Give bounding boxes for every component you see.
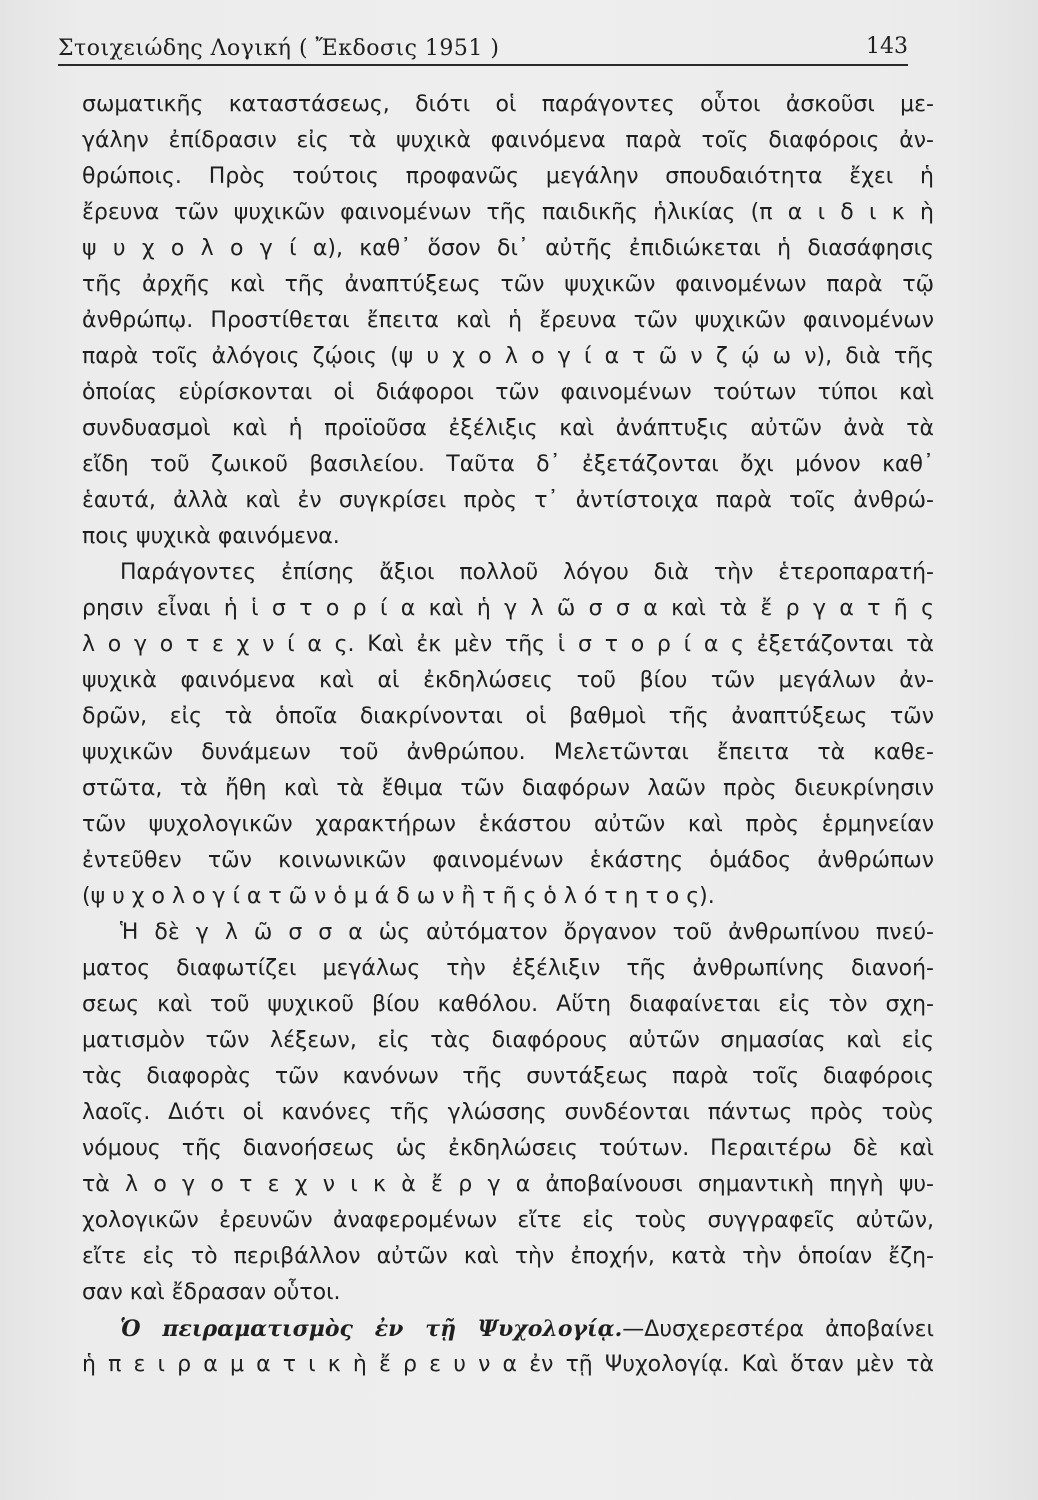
text-line: ποις ψυχικὰ φαινόμενα. bbox=[82, 524, 340, 549]
text-line: τὰ λ ο γ ο τ ε χ ν ι κ ὰ ἔ ρ γ α ἀποβαίνουσι σημαντικὴ πηγὴ ψυ- bbox=[82, 1172, 934, 1197]
text-line: τῆς ἀρχῆς καὶ τῆς ἀναπτύξεως τῶν ψυχικῶν φαινομένων παρὰ τῷ bbox=[82, 272, 934, 297]
text-line: Παράγοντες ἐπίσης ἄξιοι πολλοῦ λόγου διὰ τὴν ἑτεροπαρατή- bbox=[120, 560, 934, 585]
text-line: συνδυασμοὶ καὶ ἡ προϊοῦσα ἐξέλιξις καὶ ἀνάπτυξις αὐτῶν ἀνὰ τὰ bbox=[82, 416, 934, 441]
text-line: στῶτα, τὰ ἤθη καὶ τὰ ἔθιμα τῶν διαφόρων λαῶν πρὸς διευκρίνησιν bbox=[82, 776, 934, 801]
section-heading-continuation: —Δυσχερεστέρα ἀποβαίνει bbox=[622, 1317, 934, 1342]
text-line: σαν καὶ ἔδρασαν οὗτοι. bbox=[82, 1280, 341, 1305]
text-line: τῶν ψυχολογικῶν χαρακτήρων ἑκάστου αὐτῶν καὶ πρὸς ἑρμηνείαν bbox=[82, 812, 934, 837]
text-line: ἑαυτά, ἀλλὰ καὶ ἐν συγκρίσει πρὸς τ᾽ ἀντίστοιχα παρὰ τοῖς ἀνθρώ- bbox=[82, 488, 934, 513]
text-line: τὰς διαφορὰς τῶν κανόνων τῆς συντάξεως παρὰ τοῖς διαφόροις bbox=[82, 1064, 934, 1089]
section-heading-line bbox=[82, 1311, 934, 1347]
page-number: 143 bbox=[866, 34, 908, 59]
text-line: ἀνθρώπῳ. Προστίθεται ἔπειτα καὶ ἡ ἔρευνα τῶν ψυχικῶν φαινομένων bbox=[82, 308, 934, 333]
text-line: Ἡ δὲ γ λ ῶ σ σ α ὡς αὐτόματον ὄργανον τοῦ ἀνθρωπίνου πνεύ- bbox=[120, 920, 934, 945]
text-line: παρὰ τοῖς ἀλόγοις ζῴοις (ψ υ χ ο λ ο γ ί α τ ῶ ν ζ ῴ ω ν), διὰ τῆς bbox=[82, 344, 934, 369]
running-title: Στοιχειώδης Λογική ( Ἔκδοσις 1951 ) bbox=[58, 36, 500, 61]
text-line: ματος διαφωτίζει μεγάλως τὴν ἐξέλιξιν τῆς ἀνθρωπίνης διανοή- bbox=[82, 956, 934, 981]
text-line: ὁποίας εὑρίσκονται οἱ διάφοροι τῶν φαινομένων τούτων τύποι καὶ bbox=[82, 380, 934, 405]
text-line: νόμους τῆς διανοήσεως ὡς ἐκδηλώσεις τούτων. Περαιτέρω δὲ καὶ bbox=[82, 1136, 934, 1161]
section-heading: Ὁ πειραματισμὸς ἐν τῇ Ψυχολογίᾳ. bbox=[120, 1316, 623, 1342]
text-line: λ ο γ ο τ ε χ ν ί α ς. Καὶ ἐκ μὲν τῆς ἱ σ τ ο ρ ί α ς ἐξετάζονται τὰ bbox=[82, 632, 934, 657]
text-line: σεως καὶ τοῦ ψυχικοῦ βίου καθόλου. Αὕτη διαφαίνεται εἰς τὸν σχη- bbox=[82, 992, 934, 1017]
text-line: θρώποις. Πρὸς τούτοις προφανῶς μεγάλην σπουδαιότητα ἔχει ἡ bbox=[82, 164, 934, 189]
text-line: εἴτε εἰς τὸ περιβάλλον αὐτῶν καὶ τὴν ἐποχήν, κατὰ τὴν ὁποίαν ἔζη- bbox=[82, 1244, 934, 1269]
text-line: σωματικῆς καταστάσεως, διότι οἱ παράγοντες οὗτοι ἀσκοῦσι με- bbox=[82, 92, 934, 117]
text-line: χολογικῶν ἐρευνῶν ἀναφερομένων εἴτε εἰς τοὺς συγγραφεῖς αὐτῶν, bbox=[82, 1208, 934, 1233]
text-line: ματισμὸν τῶν λέξεων, εἰς τὰς διαφόρους αὐτῶν σημασίας καὶ εἰς bbox=[82, 1028, 934, 1053]
text-line: ψυχικὰ φαινόμενα καὶ αἱ ἐκδηλώσεις τοῦ βίου τῶν μεγάλων ἀν- bbox=[82, 668, 934, 693]
text-line: δρῶν, εἰς τὰ ὁποῖα διακρίνονται οἱ βαθμοὶ τῆς ἀναπτύξεως τῶν bbox=[82, 704, 934, 729]
body-text bbox=[82, 87, 934, 1383]
text-line: γάλην ἐπίδρασιν εἰς τὰ ψυχικὰ φαινόμενα παρὰ τοῖς διαφόροις ἀν- bbox=[82, 128, 934, 153]
text-line: εἴδη τοῦ ζωικοῦ βασιλείου. Ταῦτα δ᾽ ἐξετάζονται ὄχι μόνον καθ᾽ bbox=[82, 452, 934, 477]
text-line: ψυχικῶν δυνάμεων τοῦ ἀνθρώπου. Μελετῶνται ἔπειτα τὰ καθε- bbox=[82, 740, 934, 765]
running-header bbox=[58, 30, 908, 66]
text-line: λαοῖς. Διότι οἱ κανόνες τῆς γλώσσης συνδέονται πάντως πρὸς τοὺς bbox=[82, 1100, 934, 1125]
text-line: ἐντεῦθεν τῶν κοινωνικῶν φαινομένων ἑκάστης ὁμάδος ἀνθρώπων bbox=[82, 848, 934, 873]
text-line: (ψ υ χ ο λ ο γ ί α τ ῶ ν ὁ μ ά δ ω ν ἢ τ ῆ ς ὁ λ ό τ η τ ο ς). bbox=[82, 884, 715, 909]
text-line: ψ υ χ ο λ ο γ ί α), καθ᾽ ὅσον δι᾽ αὐτῆς ἐπιδιώκεται ἡ διασάφησις bbox=[82, 236, 934, 261]
text-line: ἔρευνα τῶν ψυχικῶν φαινομένων τῆς παιδικῆς ἡλικίας (π α ι δ ι κ ὴ bbox=[82, 200, 934, 225]
text-line: ἡ π ε ι ρ α μ α τ ι κ ὴ ἔ ρ ε υ ν α ἐν τῇ Ψυχολογίᾳ. Καὶ ὅταν μὲν τὰ bbox=[82, 1352, 934, 1377]
text-line: ρησιν εἶναι ἡ ἱ σ τ ο ρ ί α καὶ ἡ γ λ ῶ σ σ α καὶ τὰ ἔ ρ γ α τ ῆ ς bbox=[82, 596, 934, 621]
